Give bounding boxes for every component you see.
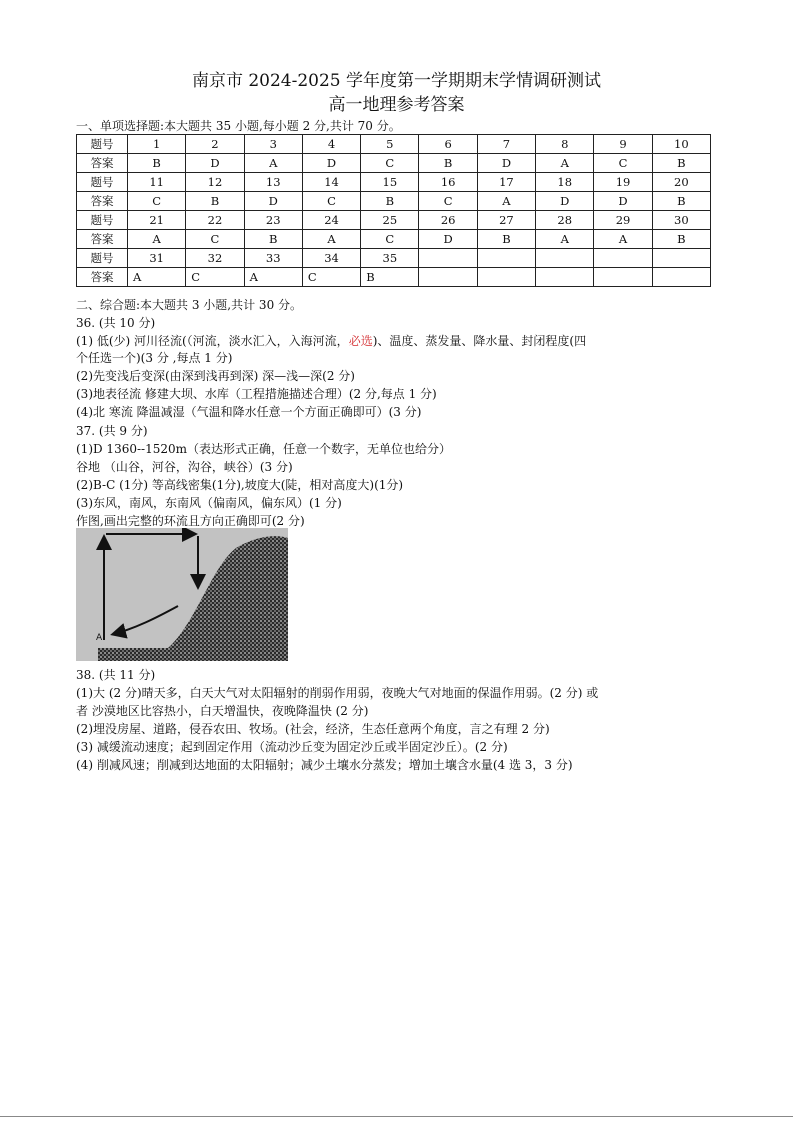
table-cell: A — [477, 192, 535, 211]
q38-answer-4: (4) 削减风速；削减到达地面的太阳辐射；减少土壤水分蒸发；增加土壤含水量(4 选 3，3 分) — [76, 758, 573, 772]
table-cell: D — [244, 192, 302, 211]
table-cell: D — [477, 154, 535, 173]
table-cell: A — [128, 230, 186, 249]
table-cell: B — [186, 192, 244, 211]
table-cell: C — [361, 154, 419, 173]
table-cell: A — [302, 230, 360, 249]
q37-answer-4: 作图,画出完整的环流且方向正确即可(2 分) — [76, 514, 305, 528]
table-cell: B — [652, 192, 710, 211]
q36-answer-1-pre: (1) 低(少) 河川径流(（河流，淡水汇入，入海河流， — [76, 334, 349, 348]
table-cell: 14 — [302, 173, 360, 192]
table-row — [77, 192, 711, 211]
table-row — [77, 211, 711, 230]
table-cell: 3 — [244, 135, 302, 154]
page-bottom-rule — [0, 1116, 793, 1117]
section-1-heading: 一、单项选择题:本大题共 35 小题,每小题 2 分,共计 70 分。 — [76, 119, 401, 133]
table-cell — [594, 249, 652, 268]
table-cell: A — [244, 268, 302, 287]
table-row — [77, 268, 711, 287]
table-cell: 5 — [361, 135, 419, 154]
q36-answer-1-continued: 个任选一个)(3 分 ,每点 1 分) — [76, 351, 233, 365]
table-cell: A — [536, 230, 594, 249]
table-row — [77, 135, 711, 154]
table-cell: C — [302, 192, 360, 211]
q37-answer-1-continued: 谷地 （山谷，河谷，沟谷，峡谷）(3 分) — [76, 460, 293, 474]
row-label: 答案 — [77, 192, 128, 211]
table-cell: C — [186, 230, 244, 249]
table-cell — [419, 249, 477, 268]
table-cell: C — [419, 192, 477, 211]
table-cell: D — [186, 154, 244, 173]
table-cell: 18 — [536, 173, 594, 192]
table-cell — [536, 268, 594, 287]
table-cell: 7 — [477, 135, 535, 154]
q36-answer-2: (2)先变浅后变深(由深到浅再到深) 深—浅—深(2 分) — [76, 369, 355, 383]
row-label: 答案 — [77, 268, 128, 287]
q36-answer-4: (4)北 寒流 降温减湿（气温和降水任意一个方面正确即可）(3 分) — [76, 405, 422, 419]
table-cell: 1 — [128, 135, 186, 154]
table-cell: 29 — [594, 211, 652, 230]
table-cell: 35 — [361, 249, 419, 268]
table-cell: 4 — [302, 135, 360, 154]
row-label: 题号 — [77, 173, 128, 192]
table-cell: C — [128, 192, 186, 211]
table-cell: 28 — [536, 211, 594, 230]
table-cell: B — [652, 154, 710, 173]
table-row — [77, 230, 711, 249]
table-cell: B — [128, 154, 186, 173]
table-cell: 16 — [419, 173, 477, 192]
table-cell: 34 — [302, 249, 360, 268]
q37-answer-3: (3)东风，南风，东南风（偏南风，偏东风）(1 分) — [76, 496, 342, 510]
table-cell: A — [128, 268, 186, 287]
table-cell: 26 — [419, 211, 477, 230]
point-a-label: A — [96, 633, 103, 643]
q36-heading: 36. (共 10 分) — [76, 316, 156, 330]
table-cell: C — [302, 268, 360, 287]
row-label: 答案 — [77, 154, 128, 173]
table-cell: D — [536, 192, 594, 211]
table-cell: B — [361, 268, 419, 287]
table-row — [77, 249, 711, 268]
table-cell: C — [186, 268, 244, 287]
table-row — [77, 154, 711, 173]
q36-answer-1-post: )、温度、蒸发量、降水量、封闭程度(四 — [372, 334, 587, 348]
table-cell: B — [419, 154, 477, 173]
table-cell — [419, 268, 477, 287]
row-label: 题号 — [77, 211, 128, 230]
q38-heading: 38. (共 11 分) — [76, 668, 156, 682]
table-cell: 32 — [186, 249, 244, 268]
table-cell — [477, 249, 535, 268]
ground-strip — [98, 648, 288, 661]
q38-answer-1: (1)大 (2 分)晴天多，白天大气对太阳辐射的削弱作用弱，夜晚大气对地面的保温作用弱。(2 分) 或 — [76, 686, 599, 700]
required-mark: 必选 — [348, 334, 373, 348]
table-cell: D — [302, 154, 360, 173]
table-cell — [594, 268, 652, 287]
table-cell: B — [652, 230, 710, 249]
table-cell: 6 — [419, 135, 477, 154]
q38-answer-2: (2)埋没房屋、道路，侵吞农田、牧场。(社会，经济，生态任意两个角度，言之有理 2 分) — [76, 722, 550, 736]
document-title: 南京市 2024-2025 学年度第一学期期末学情调研测试 — [191, 71, 602, 91]
q37-heading: 37. (共 9 分) — [76, 424, 148, 438]
document-subtitle: 高一地理参考答案 — [328, 95, 465, 115]
table-cell: 22 — [186, 211, 244, 230]
table-cell: 2 — [186, 135, 244, 154]
table-cell: 19 — [594, 173, 652, 192]
table-cell: 13 — [244, 173, 302, 192]
table-cell: C — [361, 230, 419, 249]
table-cell — [652, 249, 710, 268]
table-cell: B — [244, 230, 302, 249]
table-cell: 23 — [244, 211, 302, 230]
table-cell: A — [244, 154, 302, 173]
table-cell: B — [477, 230, 535, 249]
table-cell: 17 — [477, 173, 535, 192]
table-cell: 15 — [361, 173, 419, 192]
q38-answer-1-continued: 者 沙漠地区比容热小，白天增温快，夜晚降温快 (2 分) — [76, 704, 369, 718]
q38-answer-3: (3) 减缓流动速度；起到固定作用（流动沙丘变为固定沙丘或半固定沙丘）。(2 分) — [76, 740, 508, 754]
table-cell: 24 — [302, 211, 360, 230]
table-cell: 27 — [477, 211, 535, 230]
table-cell: 8 — [536, 135, 594, 154]
table-cell: 12 — [186, 173, 244, 192]
table-cell: C — [594, 154, 652, 173]
table-cell — [536, 249, 594, 268]
section-2-heading: 二、综合题:本大题共 3 小题,共计 30 分。 — [76, 298, 303, 312]
answer-table — [76, 134, 711, 287]
table-cell: 25 — [361, 211, 419, 230]
table-cell — [477, 268, 535, 287]
table-cell: 10 — [652, 135, 710, 154]
table-cell: D — [594, 192, 652, 211]
table-cell: D — [419, 230, 477, 249]
table-cell: 21 — [128, 211, 186, 230]
table-cell: B — [361, 192, 419, 211]
row-label: 题号 — [77, 249, 128, 268]
row-label: 答案 — [77, 230, 128, 249]
circulation-figure — [76, 528, 288, 661]
table-cell: 31 — [128, 249, 186, 268]
table-cell: 9 — [594, 135, 652, 154]
table-cell: 30 — [652, 211, 710, 230]
table-cell: 20 — [652, 173, 710, 192]
row-label: 题号 — [77, 135, 128, 154]
table-row — [77, 173, 711, 192]
q36-answer-1 — [76, 333, 586, 349]
q37-answer-1: (1)D 1360--1520m（表达形式正确，任意一个数字，无单位也给分） — [76, 442, 452, 456]
table-cell — [652, 268, 710, 287]
table-cell: 11 — [128, 173, 186, 192]
table-cell: A — [536, 154, 594, 173]
table-cell: 33 — [244, 249, 302, 268]
table-cell: A — [594, 230, 652, 249]
q36-answer-3: (3)地表径流 修建大坝、水库（工程措施描述合理）(2 分,每点 1 分) — [76, 387, 437, 401]
q37-answer-2: (2)B-C (1分) 等高线密集(1分),坡度大(陡，相对高度大)(1分) — [76, 478, 404, 492]
